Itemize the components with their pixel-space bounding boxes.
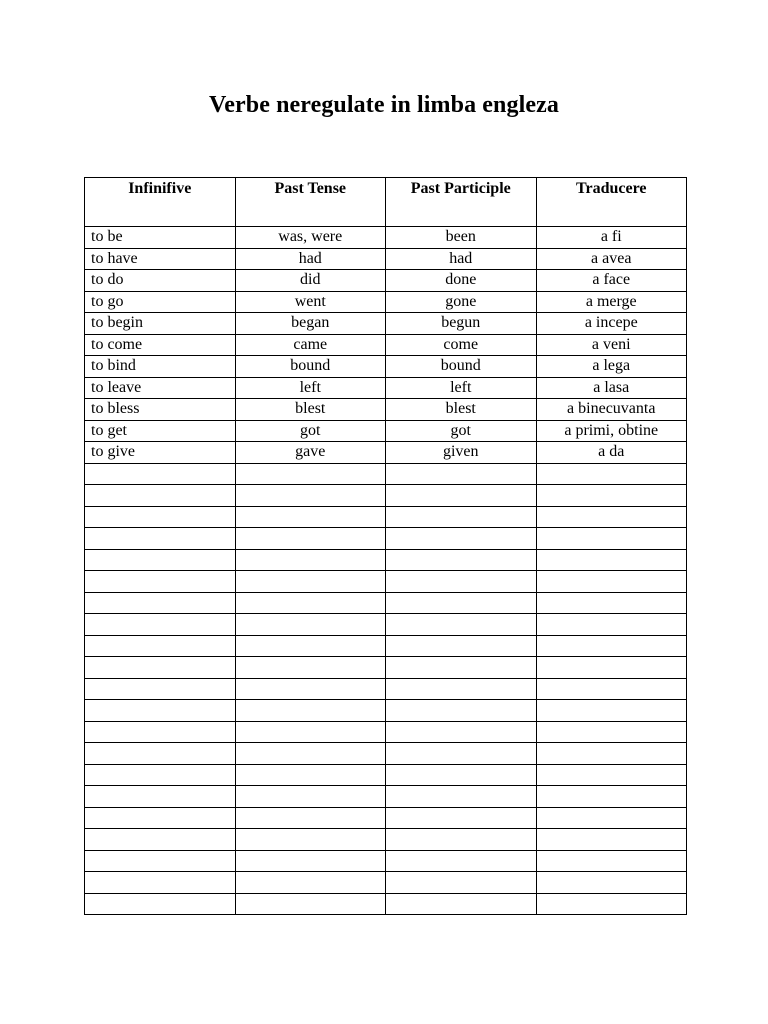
empty-cell	[536, 743, 687, 765]
empty-cell	[85, 635, 236, 657]
past-participle-cell: done	[386, 270, 537, 292]
empty-cell	[386, 614, 537, 636]
empty-cell	[536, 657, 687, 679]
past-tense-cell: got	[235, 420, 386, 442]
table-body	[85, 227, 687, 915]
translation-cell: a da	[536, 442, 687, 464]
empty-cell	[85, 764, 236, 786]
empty-cell	[85, 549, 236, 571]
table-row	[85, 313, 687, 335]
table-row	[85, 291, 687, 313]
empty-table-row	[85, 829, 687, 851]
infinitive-cell: to do	[85, 270, 236, 292]
past-tense-cell: left	[235, 377, 386, 399]
empty-cell	[235, 850, 386, 872]
table-row	[85, 420, 687, 442]
past-participle-cell: given	[386, 442, 537, 464]
empty-cell	[386, 485, 537, 507]
empty-table-row	[85, 893, 687, 915]
table-row	[85, 377, 687, 399]
past-tense-cell: bound	[235, 356, 386, 378]
empty-cell	[386, 700, 537, 722]
empty-table-row	[85, 700, 687, 722]
infinitive-cell: to begin	[85, 313, 236, 335]
empty-cell	[536, 614, 687, 636]
translation-cell: a merge	[536, 291, 687, 313]
empty-cell	[235, 786, 386, 808]
empty-cell	[386, 786, 537, 808]
header-row	[85, 178, 687, 227]
translation-cell: a incepe	[536, 313, 687, 335]
empty-cell	[386, 764, 537, 786]
empty-cell	[235, 700, 386, 722]
translation-cell: a binecuvanta	[536, 399, 687, 421]
empty-cell	[235, 528, 386, 550]
empty-cell	[85, 786, 236, 808]
empty-cell	[85, 506, 236, 528]
empty-table-row	[85, 872, 687, 894]
empty-table-row	[85, 764, 687, 786]
translation-cell: a veni	[536, 334, 687, 356]
empty-cell	[235, 592, 386, 614]
empty-cell	[536, 786, 687, 808]
empty-cell	[536, 678, 687, 700]
past-participle-cell: bound	[386, 356, 537, 378]
past-participle-cell: come	[386, 334, 537, 356]
infinitive-cell: to bind	[85, 356, 236, 378]
empty-table-row	[85, 528, 687, 550]
empty-cell	[85, 721, 236, 743]
past-participle-cell: begun	[386, 313, 537, 335]
empty-cell	[536, 549, 687, 571]
table-row	[85, 270, 687, 292]
empty-cell	[235, 872, 386, 894]
past-tense-cell: came	[235, 334, 386, 356]
table-row	[85, 399, 687, 421]
infinitive-cell: to give	[85, 442, 236, 464]
empty-cell	[235, 614, 386, 636]
empty-cell	[386, 528, 537, 550]
past-participle-cell: got	[386, 420, 537, 442]
empty-cell	[85, 678, 236, 700]
empty-cell	[536, 571, 687, 593]
empty-table-row	[85, 850, 687, 872]
empty-cell	[386, 807, 537, 829]
table-row	[85, 248, 687, 270]
past-participle-cell: blest	[386, 399, 537, 421]
empty-table-row	[85, 571, 687, 593]
empty-cell	[536, 829, 687, 851]
empty-cell	[386, 592, 537, 614]
header-past-tense: Past Tense	[235, 178, 386, 227]
empty-cell	[536, 893, 687, 915]
empty-table-row	[85, 807, 687, 829]
infinitive-cell: to go	[85, 291, 236, 313]
empty-cell	[235, 678, 386, 700]
empty-cell	[85, 872, 236, 894]
empty-cell	[386, 571, 537, 593]
empty-cell	[386, 506, 537, 528]
past-tense-cell: had	[235, 248, 386, 270]
empty-cell	[536, 506, 687, 528]
empty-table-row	[85, 635, 687, 657]
empty-cell	[85, 657, 236, 679]
translation-cell: a lasa	[536, 377, 687, 399]
empty-cell	[85, 528, 236, 550]
past-tense-cell: was, were	[235, 227, 386, 249]
empty-table-row	[85, 678, 687, 700]
empty-cell	[235, 571, 386, 593]
empty-table-row	[85, 614, 687, 636]
table-row	[85, 334, 687, 356]
empty-cell	[235, 657, 386, 679]
table-row	[85, 442, 687, 464]
translation-cell: a lega	[536, 356, 687, 378]
empty-cell	[386, 678, 537, 700]
translation-cell: a face	[536, 270, 687, 292]
empty-cell	[235, 829, 386, 851]
translation-cell: a primi, obtine	[536, 420, 687, 442]
empty-cell	[536, 764, 687, 786]
empty-cell	[386, 635, 537, 657]
empty-cell	[386, 721, 537, 743]
empty-cell	[536, 721, 687, 743]
empty-cell	[235, 893, 386, 915]
infinitive-cell: to leave	[85, 377, 236, 399]
empty-cell	[235, 506, 386, 528]
empty-cell	[536, 635, 687, 657]
empty-cell	[85, 829, 236, 851]
empty-cell	[235, 549, 386, 571]
empty-cell	[536, 528, 687, 550]
infinitive-cell: to get	[85, 420, 236, 442]
empty-cell	[85, 807, 236, 829]
empty-cell	[386, 549, 537, 571]
header-infinitive: Infinifive	[85, 178, 236, 227]
empty-cell	[386, 850, 537, 872]
empty-cell	[85, 592, 236, 614]
empty-cell	[85, 743, 236, 765]
empty-cell	[85, 614, 236, 636]
past-participle-cell: had	[386, 248, 537, 270]
infinitive-cell: to be	[85, 227, 236, 249]
empty-cell	[386, 893, 537, 915]
infinitive-cell: to have	[85, 248, 236, 270]
header-past-participle: Past Participle	[386, 178, 537, 227]
infinitive-cell: to bless	[85, 399, 236, 421]
past-participle-cell: left	[386, 377, 537, 399]
empty-table-row	[85, 743, 687, 765]
past-participle-cell: been	[386, 227, 537, 249]
empty-cell	[235, 721, 386, 743]
empty-cell	[85, 571, 236, 593]
empty-cell	[386, 463, 537, 485]
empty-cell	[85, 463, 236, 485]
empty-table-row	[85, 786, 687, 808]
empty-cell	[386, 872, 537, 894]
empty-table-row	[85, 657, 687, 679]
empty-cell	[235, 764, 386, 786]
empty-cell	[85, 893, 236, 915]
translation-cell: a avea	[536, 248, 687, 270]
empty-cell	[235, 485, 386, 507]
empty-cell	[235, 807, 386, 829]
past-tense-cell: gave	[235, 442, 386, 464]
empty-table-row	[85, 463, 687, 485]
past-tense-cell: did	[235, 270, 386, 292]
empty-cell	[85, 700, 236, 722]
empty-cell	[235, 463, 386, 485]
table-row	[85, 227, 687, 249]
empty-table-row	[85, 485, 687, 507]
empty-cell	[536, 807, 687, 829]
empty-cell	[536, 592, 687, 614]
empty-cell	[386, 743, 537, 765]
translation-cell: a fi	[536, 227, 687, 249]
empty-cell	[235, 635, 386, 657]
empty-table-row	[85, 592, 687, 614]
empty-cell	[536, 872, 687, 894]
irregular-verbs-table	[84, 177, 687, 915]
past-participle-cell: gone	[386, 291, 537, 313]
header-translation: Traducere	[536, 178, 687, 227]
empty-cell	[85, 850, 236, 872]
past-tense-cell: began	[235, 313, 386, 335]
empty-table-row	[85, 549, 687, 571]
empty-table-row	[85, 721, 687, 743]
empty-cell	[536, 463, 687, 485]
infinitive-cell: to come	[85, 334, 236, 356]
empty-cell	[386, 657, 537, 679]
page-title: Verbe neregulate in limba engleza	[209, 92, 559, 118]
empty-cell	[536, 850, 687, 872]
table-row	[85, 356, 687, 378]
past-tense-cell: went	[235, 291, 386, 313]
empty-cell	[536, 485, 687, 507]
empty-cell	[536, 700, 687, 722]
past-tense-cell: blest	[235, 399, 386, 421]
empty-cell	[386, 829, 537, 851]
empty-cell	[235, 743, 386, 765]
empty-table-row	[85, 506, 687, 528]
empty-cell	[85, 485, 236, 507]
